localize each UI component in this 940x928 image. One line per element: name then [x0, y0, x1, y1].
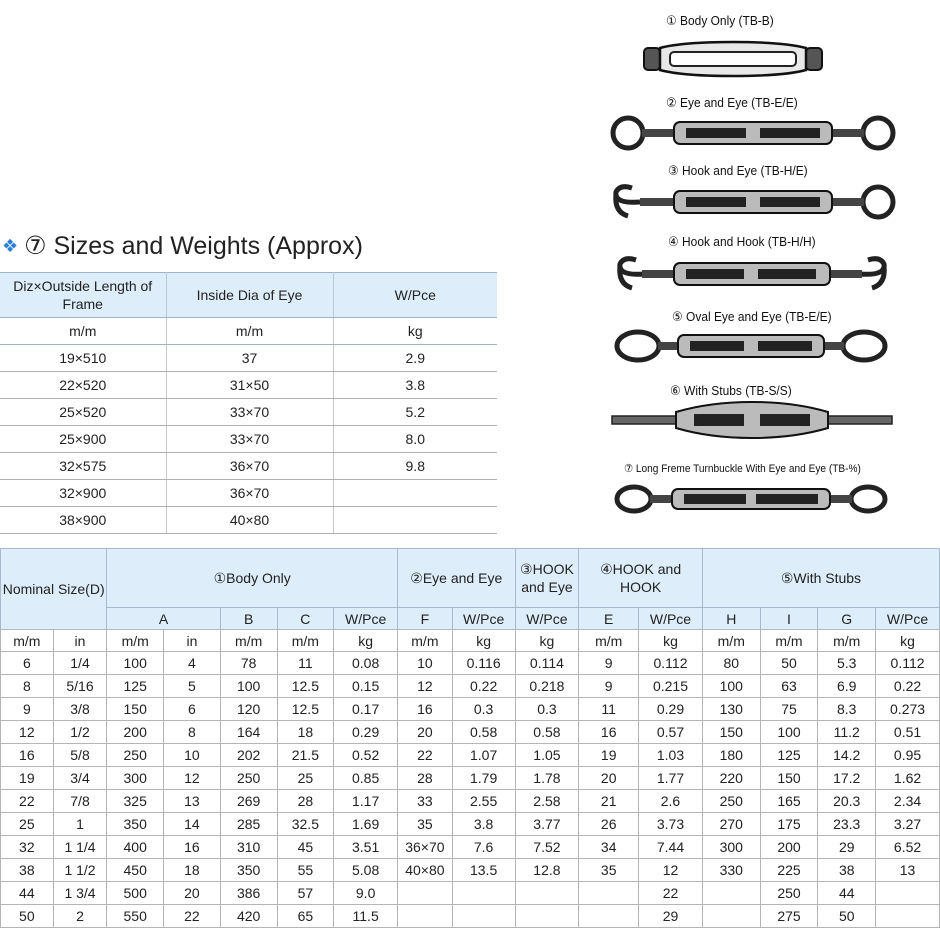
table-cell: 28	[277, 790, 334, 813]
table-row	[1, 836, 940, 859]
table-cell: 36×70	[398, 836, 453, 859]
table-cell: 0.3	[515, 698, 579, 721]
body-only-illustration	[642, 38, 824, 80]
header-body-only: ①Body Only	[107, 549, 398, 608]
table-cell: 36×70	[166, 480, 333, 507]
unit-cell: in	[164, 630, 221, 652]
table-cell: 32×575	[0, 453, 166, 480]
table-cell: 5/8	[53, 744, 107, 767]
table-cell: 275	[760, 905, 818, 928]
table-cell: 2.9	[333, 345, 497, 372]
subheader-b: B	[220, 608, 277, 630]
unit-cell: kg	[333, 318, 497, 345]
table-cell: 22	[398, 744, 453, 767]
figure-caption-body-only: ① Body Only (TB-B)	[666, 13, 774, 28]
table-row	[1, 698, 940, 721]
unit-cell: kg	[452, 630, 515, 652]
table-cell: 12.8	[515, 859, 579, 882]
table-cell: 25	[277, 767, 334, 790]
header-diameter-length: Diz×Outside Length of Frame	[0, 273, 166, 318]
unit-cell: m/m	[760, 630, 818, 652]
table-cell: 32.5	[277, 813, 334, 836]
figure-caption-long-frame: ⑦ Long Freme Turnbuckle With Eye and Eye (TB-%)	[624, 463, 861, 475]
table-cell: 1.78	[515, 767, 579, 790]
table-cell: 400	[107, 836, 164, 859]
with-stubs-illustration	[610, 400, 894, 440]
table-cell: 180	[702, 744, 760, 767]
subheader-hook-eye-weight: W/Pce	[515, 608, 579, 630]
table-cell: 5.2	[333, 399, 497, 426]
table-cell: 16	[164, 836, 221, 859]
header-weight: W/Pce	[333, 273, 497, 318]
table-cell: 19	[579, 744, 639, 767]
table-cell: 7.44	[639, 836, 703, 859]
table-cell: 13	[876, 859, 940, 882]
table-row	[1, 859, 940, 882]
table-cell: 250	[107, 744, 164, 767]
long-frame-illustration	[614, 483, 888, 515]
table-cell: 3.8	[333, 372, 497, 399]
subheader-body-weight: W/Pce	[334, 608, 398, 630]
frame-size-table	[0, 272, 497, 534]
unit-cell: m/m	[818, 630, 876, 652]
table-cell: 1.05	[515, 744, 579, 767]
table-cell: 6	[1, 652, 54, 675]
table-cell: 17.2	[818, 767, 876, 790]
table-cell: 0.58	[452, 721, 515, 744]
table-cell: 33	[398, 790, 453, 813]
table-cell	[702, 905, 760, 928]
table-cell: 0.112	[876, 652, 940, 675]
unit-cell: m/m	[1, 630, 54, 652]
table-cell: 18	[164, 859, 221, 882]
table-cell	[398, 882, 453, 905]
table-cell: 165	[760, 790, 818, 813]
turnbuckle-size-table	[0, 548, 940, 928]
table-cell: 8.0	[333, 426, 497, 453]
table-row	[0, 372, 497, 399]
table-cell: 25	[1, 813, 54, 836]
table-cell	[579, 905, 639, 928]
table-cell: 21	[579, 790, 639, 813]
table-cell	[398, 905, 453, 928]
table-cell: 0.112	[639, 652, 703, 675]
table-cell: 0.29	[334, 721, 398, 744]
table-cell: 63	[760, 675, 818, 698]
table-cell: 3.77	[515, 813, 579, 836]
table-cell: 10	[398, 652, 453, 675]
table-cell: 250	[220, 767, 277, 790]
table-cell: 12.5	[277, 675, 334, 698]
table-cell: 0.57	[639, 721, 703, 744]
subheader-f: F	[398, 608, 453, 630]
table-cell: 29	[818, 836, 876, 859]
header-inside-dia: Inside Dia of Eye	[166, 273, 333, 318]
table-cell: 23.3	[818, 813, 876, 836]
table-cell: 6.9	[818, 675, 876, 698]
table-cell: 25×900	[0, 426, 166, 453]
unit-cell: m/m	[579, 630, 639, 652]
table-cell: 100	[760, 721, 818, 744]
table-cell: 5	[164, 675, 221, 698]
table-cell: 4	[164, 652, 221, 675]
table-cell: 22	[164, 905, 221, 928]
table-cell: 0.58	[515, 721, 579, 744]
figure-caption-oval-eye: ⑤ Oval Eye and Eye (TB-E/E)	[672, 309, 832, 324]
table-cell: 386	[220, 882, 277, 905]
table-cell: 100	[702, 675, 760, 698]
header-hook-and-eye: ③HOOK and Eye	[515, 549, 579, 608]
unit-cell: m/m	[277, 630, 334, 652]
table-cell: 420	[220, 905, 277, 928]
table-cell: 0.22	[876, 675, 940, 698]
table-cell: 150	[760, 767, 818, 790]
table-cell: 2.34	[876, 790, 940, 813]
table-cell: 11.2	[818, 721, 876, 744]
table-cell	[452, 882, 515, 905]
sub-header-row	[1, 608, 940, 630]
table-cell: 0.114	[515, 652, 579, 675]
table-cell: 120	[220, 698, 277, 721]
table-cell: 0.22	[452, 675, 515, 698]
table-cell: 350	[107, 813, 164, 836]
table-cell: 3.8	[452, 813, 515, 836]
table-cell: 1 1/2	[53, 859, 107, 882]
table-row	[1, 882, 940, 905]
table-cell: 9.8	[333, 453, 497, 480]
table-cell: 325	[107, 790, 164, 813]
table-cell: 1/2	[53, 721, 107, 744]
table-cell	[515, 905, 579, 928]
table-cell: 50	[760, 652, 818, 675]
table-cell: 7.52	[515, 836, 579, 859]
table-cell: 9	[579, 652, 639, 675]
table-cell: 34	[579, 836, 639, 859]
table-cell: 5.08	[334, 859, 398, 882]
table-cell: 2.58	[515, 790, 579, 813]
table-cell: 202	[220, 744, 277, 767]
table-cell: 250	[760, 882, 818, 905]
table-cell: 200	[107, 721, 164, 744]
oval-eye-illustration	[614, 327, 888, 365]
table-cell: 164	[220, 721, 277, 744]
table-cell: 38	[1, 859, 54, 882]
table-header-row	[0, 273, 497, 318]
table-row	[0, 426, 497, 453]
unit-cell: in	[53, 630, 107, 652]
table-row	[1, 790, 940, 813]
subheader-eye-weight: W/Pce	[452, 608, 515, 630]
table-row	[1, 675, 940, 698]
table-cell: 33×70	[166, 426, 333, 453]
table-cell: 44	[1, 882, 54, 905]
table-cell: 1/4	[53, 652, 107, 675]
table-cell	[876, 882, 940, 905]
table-cell	[452, 905, 515, 928]
table-cell: 18	[277, 721, 334, 744]
table-cell: 1.17	[334, 790, 398, 813]
table-cell: 3/8	[53, 698, 107, 721]
table-row	[0, 453, 497, 480]
unit-cell: kg	[876, 630, 940, 652]
hook-and-hook-illustration	[612, 252, 892, 294]
table-cell	[579, 882, 639, 905]
table-cell: 220	[702, 767, 760, 790]
table-cell: 0.52	[334, 744, 398, 767]
table-cell: 1.69	[334, 813, 398, 836]
table-cell: 8	[164, 721, 221, 744]
table-cell	[333, 507, 497, 534]
figure-caption-stubs: ⑥ With Stubs (TB-S/S)	[670, 383, 792, 398]
table-cell	[702, 882, 760, 905]
subheader-hook-hook-weight: W/Pce	[639, 608, 703, 630]
table-cell: 50	[818, 905, 876, 928]
table-cell: 16	[1, 744, 54, 767]
table-cell: 33×70	[166, 399, 333, 426]
table-cell: 269	[220, 790, 277, 813]
unit-cell: m/m	[0, 318, 166, 345]
table-cell	[333, 480, 497, 507]
table-cell: 35	[579, 859, 639, 882]
figure-caption-hook-eye: ③ Hook and Eye (TB-H/E)	[668, 163, 808, 178]
table-cell: 5/16	[53, 675, 107, 698]
table-cell: 22	[1, 790, 54, 813]
table-cell: 9.0	[334, 882, 398, 905]
table-cell: 40×80	[166, 507, 333, 534]
table-cell: 0.273	[876, 698, 940, 721]
table-cell: 0.215	[639, 675, 703, 698]
table-cell: 26	[579, 813, 639, 836]
header-with-stubs: ⑤With Stubs	[702, 549, 939, 608]
unit-cell: kg	[515, 630, 579, 652]
table-row	[0, 399, 497, 426]
table-cell: 21.5	[277, 744, 334, 767]
table-cell: 29	[639, 905, 703, 928]
table-cell: 175	[760, 813, 818, 836]
table-cell: 100	[107, 652, 164, 675]
table-cell: 36×70	[166, 453, 333, 480]
table-cell: 310	[220, 836, 277, 859]
table-cell: 3.51	[334, 836, 398, 859]
table-row	[1, 744, 940, 767]
unit-cell: m/m	[107, 630, 164, 652]
table-cell: 1.62	[876, 767, 940, 790]
table-cell: 9	[579, 675, 639, 698]
table-cell: 550	[107, 905, 164, 928]
table-cell: 200	[760, 836, 818, 859]
section-title	[2, 229, 363, 263]
table-cell: 150	[702, 721, 760, 744]
table-cell: 5.3	[818, 652, 876, 675]
table-cell: 3/4	[53, 767, 107, 790]
table-cell: 300	[107, 767, 164, 790]
table-cell: 1.07	[452, 744, 515, 767]
table-cell: 2.6	[639, 790, 703, 813]
header-eye-and-eye: ②Eye and Eye	[398, 549, 515, 608]
diamond-bullet-icon: ❖	[2, 235, 19, 256]
table-cell: 125	[760, 744, 818, 767]
subheader-g: G	[818, 608, 876, 630]
table-row	[1, 652, 940, 675]
table-row	[1, 767, 940, 790]
table-cell: 22	[639, 882, 703, 905]
table-cell: 78	[220, 652, 277, 675]
subheader-stubs-weight: W/Pce	[876, 608, 940, 630]
table-cell: 14.2	[818, 744, 876, 767]
table-row	[1, 813, 940, 836]
table-row	[0, 345, 497, 372]
header-hook-and-hook: ④HOOK and HOOK	[579, 549, 703, 608]
table-cell: 0.85	[334, 767, 398, 790]
table-cell: 150	[107, 698, 164, 721]
section-title-text: ⑦ Sizes and Weights (Approx)	[24, 232, 363, 260]
table-cell: 12	[398, 675, 453, 698]
subheader-e: E	[579, 608, 639, 630]
unit-cell: m/m	[166, 318, 333, 345]
table-cell: 11.5	[334, 905, 398, 928]
unit-cell: m/m	[702, 630, 760, 652]
hook-and-eye-illustration	[610, 182, 896, 222]
table-cell: 2	[53, 905, 107, 928]
table-unit-row	[1, 630, 940, 652]
table-row	[1, 721, 940, 744]
table-cell: 16	[398, 698, 453, 721]
table-cell: 22×520	[0, 372, 166, 399]
unit-cell: m/m	[398, 630, 453, 652]
table-cell: 1	[53, 813, 107, 836]
table-cell: 2.55	[452, 790, 515, 813]
table-cell: 20	[398, 721, 453, 744]
table-cell: 32×900	[0, 480, 166, 507]
group-header-row	[1, 549, 940, 608]
table-cell: 45	[277, 836, 334, 859]
subheader-a: A	[107, 608, 220, 630]
table-cell: 12.5	[277, 698, 334, 721]
table-cell: 125	[107, 675, 164, 698]
table-cell: 8	[1, 675, 54, 698]
table-cell: 10	[164, 744, 221, 767]
table-cell: 0.29	[639, 698, 703, 721]
table-cell: 35	[398, 813, 453, 836]
table-cell: 11	[579, 698, 639, 721]
table-cell: 130	[702, 698, 760, 721]
figure-caption-hook-hook: ④ Hook and Hook (TB-H/H)	[668, 234, 816, 249]
subheader-i: I	[760, 608, 818, 630]
table-row	[1, 905, 940, 928]
table-cell: 0.3	[452, 698, 515, 721]
header-nominal-size: Nominal Size(D)	[1, 549, 107, 630]
table-cell: 12	[1, 721, 54, 744]
unit-cell: m/m	[220, 630, 277, 652]
table-cell: 16	[579, 721, 639, 744]
table-cell: 270	[702, 813, 760, 836]
table-cell: 0.218	[515, 675, 579, 698]
table-cell: 38×900	[0, 507, 166, 534]
table-cell: 300	[702, 836, 760, 859]
table-cell: 65	[277, 905, 334, 928]
table-cell: 31×50	[166, 372, 333, 399]
table-cell: 57	[277, 882, 334, 905]
table-cell: 44	[818, 882, 876, 905]
turnbuckle-illustrations	[606, 0, 940, 520]
table-cell: 225	[760, 859, 818, 882]
table-cell: 250	[702, 790, 760, 813]
table-cell: 1 3/4	[53, 882, 107, 905]
table-cell: 0.08	[334, 652, 398, 675]
table-cell: 3.73	[639, 813, 703, 836]
table-cell: 14	[164, 813, 221, 836]
table-cell: 6	[164, 698, 221, 721]
table-cell: 1.77	[639, 767, 703, 790]
table-cell: 80	[702, 652, 760, 675]
table-unit-row	[0, 318, 497, 345]
table-cell: 19×510	[0, 345, 166, 372]
table-cell: 0.15	[334, 675, 398, 698]
table-cell: 12	[639, 859, 703, 882]
subheader-c: C	[277, 608, 334, 630]
table-cell	[515, 882, 579, 905]
table-cell: 12	[164, 767, 221, 790]
table-cell: 1 1/4	[53, 836, 107, 859]
table-cell: 7/8	[53, 790, 107, 813]
figure-caption-eye-eye: ② Eye and Eye (TB-E/E)	[666, 95, 798, 110]
table-cell: 20	[579, 767, 639, 790]
table-cell: 37	[166, 345, 333, 372]
table-cell: 330	[702, 859, 760, 882]
table-cell: 0.51	[876, 721, 940, 744]
table-cell: 13	[164, 790, 221, 813]
table-cell: 40×80	[398, 859, 453, 882]
table-cell: 19	[1, 767, 54, 790]
subheader-h: H	[702, 608, 760, 630]
table-cell: 285	[220, 813, 277, 836]
table-cell: 100	[220, 675, 277, 698]
table-row	[0, 480, 497, 507]
table-cell: 75	[760, 698, 818, 721]
unit-cell: kg	[639, 630, 703, 652]
table-cell: 20.3	[818, 790, 876, 813]
table-cell: 1.03	[639, 744, 703, 767]
eye-and-eye-illustration	[610, 114, 896, 152]
table-cell: 25×520	[0, 399, 166, 426]
table-cell: 7.6	[452, 836, 515, 859]
table-cell: 20	[164, 882, 221, 905]
table-cell: 350	[220, 859, 277, 882]
table-cell: 0.95	[876, 744, 940, 767]
table-cell: 9	[1, 698, 54, 721]
table-cell: 3.27	[876, 813, 940, 836]
table-cell: 6.52	[876, 836, 940, 859]
table-row	[0, 507, 497, 534]
table-cell: 13.5	[452, 859, 515, 882]
table-cell: 11	[277, 652, 334, 675]
table-cell: 28	[398, 767, 453, 790]
table-cell: 55	[277, 859, 334, 882]
table-cell: 0.116	[452, 652, 515, 675]
table-cell: 0.17	[334, 698, 398, 721]
table-cell: 50	[1, 905, 54, 928]
table-cell: 1.79	[452, 767, 515, 790]
table-cell: 8.3	[818, 698, 876, 721]
table-cell	[876, 905, 940, 928]
table-cell: 32	[1, 836, 54, 859]
table-cell: 38	[818, 859, 876, 882]
table-cell: 500	[107, 882, 164, 905]
table-cell: 450	[107, 859, 164, 882]
unit-cell: kg	[334, 630, 398, 652]
